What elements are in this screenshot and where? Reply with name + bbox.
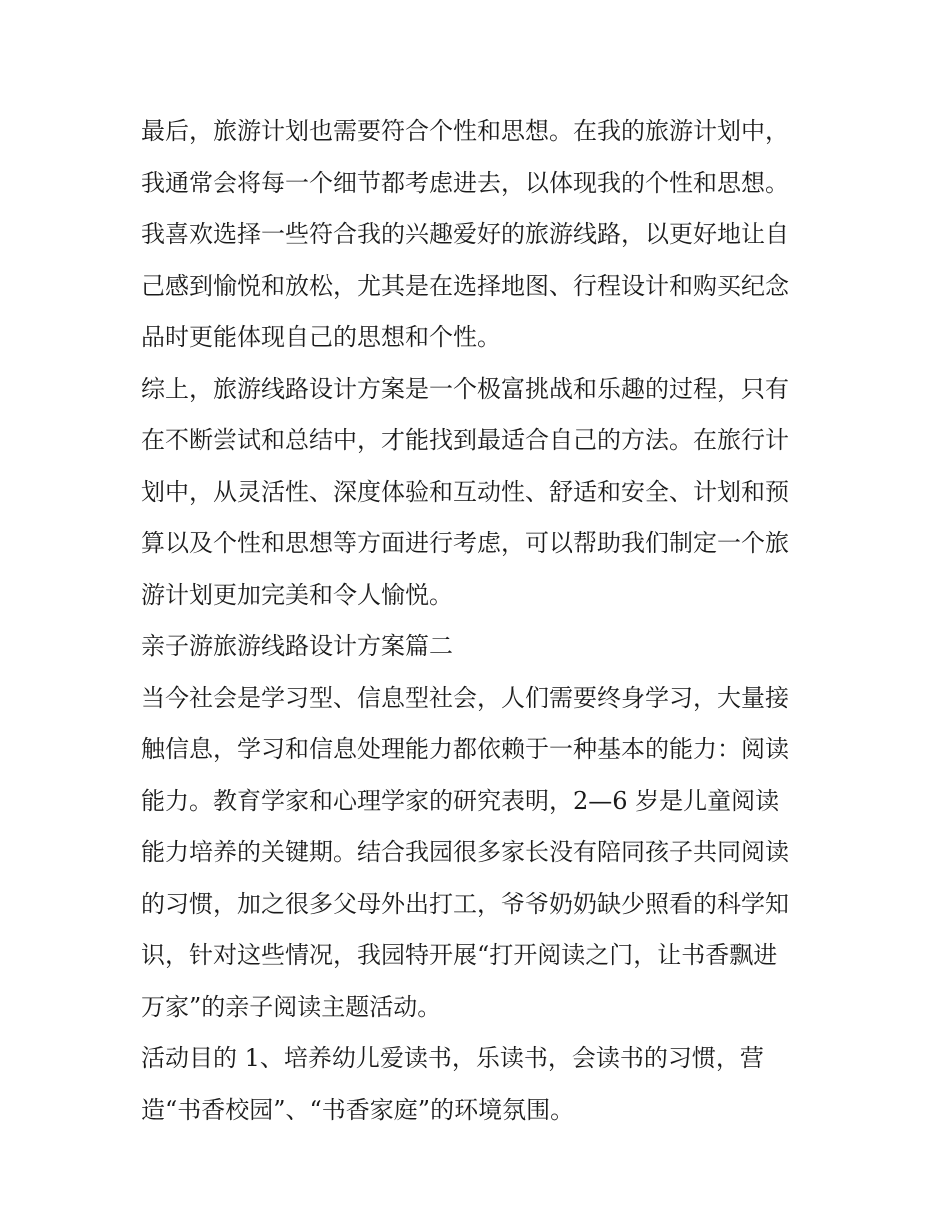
paragraph-line: 算以及个性和思想等方面进行考虑，可以帮助我们制定一个旅 bbox=[141, 529, 789, 557]
section-heading: 亲子游旅游线路设计方案篇二 bbox=[141, 632, 453, 660]
paragraph-line: 在不断尝试和总结中，才能找到最适合自己的方法。在旅行计 bbox=[141, 426, 789, 454]
paragraph-line: 能力。教育学家和心理学家的研究表明，2—6 岁是儿童阅读 bbox=[141, 786, 780, 815]
paragraph-line: 己感到愉悦和放松，尤其是在选择地图、行程设计和购买纪念 bbox=[141, 271, 789, 300]
paragraph-line: 最后，旅游计划也需要符合个性和思想。在我的旅游计划中， bbox=[141, 117, 789, 145]
paragraph-line: 游计划更加完美和令人愉悦。 bbox=[141, 580, 453, 609]
paragraph-line: 当今社会是学习型、信息型社会，人们需要终身学习，大量接 bbox=[141, 683, 789, 712]
paragraph-line: 综上，旅游线路设计方案是一个极富挑战和乐趣的过程，只有 bbox=[141, 374, 789, 403]
paragraph-line: 我通常会将每一个细节都考虑进去，以体现我的个性和思想。 bbox=[141, 168, 789, 197]
paragraph-line: 的习惯，加之很多父母外出打工，爷爷奶奶缺少照看的科学知 bbox=[141, 889, 789, 918]
paragraph-line: 能力培养的关键期。结合我园很多家长没有陪同孩子共同阅读 bbox=[141, 838, 789, 866]
document-body bbox=[141, 106, 821, 1136]
paragraph-line: 品时更能体现自己的思想和个性。 bbox=[141, 323, 501, 351]
paragraph-line: 万家”的亲子阅读主题活动。 bbox=[141, 992, 442, 1021]
paragraph-line: 划中，从灵活性、深度体验和互动性、舒适和安全、计划和预 bbox=[141, 477, 789, 506]
paragraph-line: 识，针对这些情况，我园特开展“打开阅读之门，让书香飘进 bbox=[141, 941, 778, 969]
paragraph-line: 触信息，学习和信息处理能力都依赖于一种基本的能力：阅读 bbox=[141, 735, 789, 763]
paragraph-line: 活动目的 1、培养幼儿爱读书，乐读书，会读书的习惯，营 bbox=[141, 1044, 764, 1072]
paragraph-line: 我喜欢选择一些符合我的兴趣爱好的旅游线路，以更好地让自 bbox=[141, 220, 789, 248]
paragraph-line: 造“书香校园”、“书香家庭”的环境氛围。 bbox=[141, 1095, 575, 1124]
